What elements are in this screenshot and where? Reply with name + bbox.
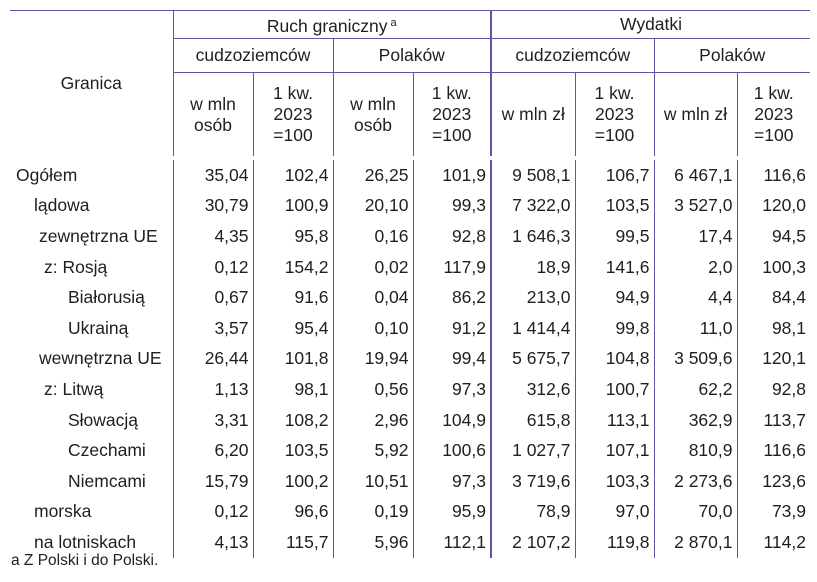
table-cell: 9 508,1 — [491, 158, 575, 191]
row-label: Niemcami — [68, 470, 146, 491]
table-cell: 103,3 — [575, 466, 654, 497]
table-cell: 19,94 — [333, 344, 413, 375]
table-cell: 15,79 — [173, 466, 253, 497]
table-cell: 91,6 — [253, 282, 333, 313]
table-cell: 96,6 — [253, 497, 333, 528]
row-label: morska — [34, 501, 92, 522]
table-cell: 1 414,4 — [491, 313, 575, 344]
table-cell: 113,7 — [737, 405, 810, 436]
table-cell: 615,8 — [491, 405, 575, 436]
table-cell: 17,4 — [654, 221, 737, 252]
table-row — [10, 466, 810, 497]
table-cell: 99,5 — [575, 221, 654, 252]
table-cell: 95,4 — [253, 313, 333, 344]
table-cell: 99,3 — [413, 191, 491, 222]
unit-wydatki-polacy-index: 1 kw. 2023 =100 — [737, 73, 810, 159]
table-cell: 154,2 — [253, 252, 333, 283]
table-cell: 116,6 — [737, 435, 810, 466]
table-cell: 101,8 — [253, 344, 333, 375]
table-cell: 141,6 — [575, 252, 654, 283]
unit-wydatki-cudzoziemcy-index: 1 kw. 2023 =100 — [575, 73, 654, 159]
table-row — [10, 374, 810, 405]
table-cell: 312,6 — [491, 374, 575, 405]
table-cell: 99,8 — [575, 313, 654, 344]
table-row — [10, 282, 810, 313]
header-wydatki-polakow: Polaków — [654, 39, 810, 73]
table-row — [10, 344, 810, 375]
table-cell: 115,7 — [253, 527, 333, 558]
table-cell: 101,9 — [413, 158, 491, 191]
table-cell: 116,6 — [737, 158, 810, 191]
table-cell: 4,4 — [654, 282, 737, 313]
table-cell: 92,8 — [737, 374, 810, 405]
table-cell: 97,0 — [575, 497, 654, 528]
table-cell: 120,0 — [737, 191, 810, 222]
table-cell: 0,12 — [173, 497, 253, 528]
table-cell: 97,3 — [413, 466, 491, 497]
table-cell: 362,9 — [654, 405, 737, 436]
row-label: Ukrainą — [68, 317, 129, 338]
table-cell: 103,5 — [575, 191, 654, 222]
table-cell: 213,0 — [491, 282, 575, 313]
table-cell: 6 467,1 — [654, 158, 737, 191]
table-cell: 123,6 — [737, 466, 810, 497]
header-ruch-cudzoziemcow: cudzoziemców — [173, 39, 333, 73]
table-cell: 106,7 — [575, 158, 654, 191]
table-cell: 104,8 — [575, 344, 654, 375]
row-label: Słowacją — [68, 409, 139, 430]
table-row — [10, 191, 810, 222]
table-cell: 102,4 — [253, 158, 333, 191]
row-label: Białorusią — [68, 287, 145, 308]
footnote: a Z Polski i do Polski. — [11, 552, 159, 569]
row-label: lądowa — [34, 195, 90, 216]
table-cell: 5,92 — [333, 435, 413, 466]
table-cell: 104,9 — [413, 405, 491, 436]
table-cell: 4,13 — [173, 527, 253, 558]
row-label: Ogółem — [10, 158, 173, 191]
table-cell: 100,2 — [253, 466, 333, 497]
table-cell: 94,5 — [737, 221, 810, 252]
table-cell: 810,9 — [654, 435, 737, 466]
row-label: Czechami — [68, 440, 146, 461]
table-cell: 0,19 — [333, 497, 413, 528]
table-row — [10, 405, 810, 436]
unit-wydatki-cudzoziemcy-zl: w mln zł — [491, 73, 575, 159]
unit-polacy-osob: w mln osób — [333, 73, 413, 159]
table-cell: 30,79 — [173, 191, 253, 222]
table-cell: 92,8 — [413, 221, 491, 252]
table-cell: 113,1 — [575, 405, 654, 436]
table-cell: 6,20 — [173, 435, 253, 466]
header-granica: Granica — [10, 11, 173, 159]
table-row — [10, 497, 810, 528]
table-cell: 2 273,6 — [654, 466, 737, 497]
table-cell: 1 027,7 — [491, 435, 575, 466]
unit-wydatki-polacy-zl: w mln zł — [654, 73, 737, 159]
table-row — [10, 158, 810, 191]
row-label: na lotniskach — [34, 531, 137, 552]
table-cell: 0,02 — [333, 252, 413, 283]
row-label: wewnętrzna UE — [39, 348, 162, 369]
table-cell: 91,2 — [413, 313, 491, 344]
table-cell: 86,2 — [413, 282, 491, 313]
table-cell: 3,31 — [173, 405, 253, 436]
table-cell: 0,10 — [333, 313, 413, 344]
table-cell: 70,0 — [654, 497, 737, 528]
table-cell: 103,5 — [253, 435, 333, 466]
table-cell: 10,51 — [333, 466, 413, 497]
table-cell: 1 646,3 — [491, 221, 575, 252]
table-cell: 108,2 — [253, 405, 333, 436]
row-label: z: Litwą — [44, 378, 104, 399]
table-row — [10, 313, 810, 344]
unit-cudzoziemcy-index: 1 kw. 2023 =100 — [253, 73, 333, 159]
table-cell: 94,9 — [575, 282, 654, 313]
table-cell: 84,4 — [737, 282, 810, 313]
table-cell: 0,04 — [333, 282, 413, 313]
table-cell: 114,2 — [737, 527, 810, 558]
table-cell: 18,9 — [491, 252, 575, 283]
table-cell: 3 509,6 — [654, 344, 737, 375]
table-row — [10, 221, 810, 252]
header-ruch-polakow: Polaków — [333, 39, 491, 73]
table-cell: 1,13 — [173, 374, 253, 405]
header-wydatki: Wydatki — [491, 11, 810, 39]
table-row — [10, 252, 810, 283]
table-cell: 26,44 — [173, 344, 253, 375]
header-ruch-graniczny: Ruch graniczny $^a$ — [173, 11, 491, 39]
table-cell: 2 870,1 — [654, 527, 737, 558]
table-cell: 112,1 — [413, 527, 491, 558]
table-cell: 119,8 — [575, 527, 654, 558]
table-row — [10, 435, 810, 466]
table-cell: 4,35 — [173, 221, 253, 252]
table-cell: 100,6 — [413, 435, 491, 466]
unit-cudzoziemcy-osob: w mln osób — [173, 73, 253, 159]
table-cell: 2 107,2 — [491, 527, 575, 558]
table-cell: 3 719,6 — [491, 466, 575, 497]
table-cell: 0,56 — [333, 374, 413, 405]
table-cell: 5,96 — [333, 527, 413, 558]
table-cell: 0,12 — [173, 252, 253, 283]
table-cell: 107,1 — [575, 435, 654, 466]
table-cell: 5 675,7 — [491, 344, 575, 375]
row-label: z: Rosją — [44, 256, 108, 277]
table-cell: 117,9 — [413, 252, 491, 283]
table-cell: 26,25 — [333, 158, 413, 191]
table-cell: 11,0 — [654, 313, 737, 344]
table-body — [10, 158, 810, 558]
border-traffic-table — [10, 10, 810, 558]
table-cell: 0,67 — [173, 282, 253, 313]
table-cell: 73,9 — [737, 497, 810, 528]
table-cell: 62,2 — [654, 374, 737, 405]
table-cell: 97,3 — [413, 374, 491, 405]
table-cell: 3,57 — [173, 313, 253, 344]
table-cell: 100,9 — [253, 191, 333, 222]
row-label: zewnętrzna UE — [39, 225, 158, 246]
table-cell: 100,7 — [575, 374, 654, 405]
table-cell: 99,4 — [413, 344, 491, 375]
table-cell: 3 527,0 — [654, 191, 737, 222]
table-cell: 0,16 — [333, 221, 413, 252]
unit-polacy-index: 1 kw. 2023 =100 — [413, 73, 491, 159]
table-cell: 98,1 — [253, 374, 333, 405]
table-cell: 98,1 — [737, 313, 810, 344]
table-cell: 78,9 — [491, 497, 575, 528]
table-cell: 2,0 — [654, 252, 737, 283]
table-cell: 95,8 — [253, 221, 333, 252]
table-cell: 7 322,0 — [491, 191, 575, 222]
table-cell: 2,96 — [333, 405, 413, 436]
table-cell: 95,9 — [413, 497, 491, 528]
footnote-marker: a — [390, 16, 397, 29]
header-wydatki-cudzoziemcow: cudzoziemców — [491, 39, 654, 73]
table-cell: 35,04 — [173, 158, 253, 191]
table-cell: 100,3 — [737, 252, 810, 283]
table-cell: 20,10 — [333, 191, 413, 222]
table-cell: 120,1 — [737, 344, 810, 375]
